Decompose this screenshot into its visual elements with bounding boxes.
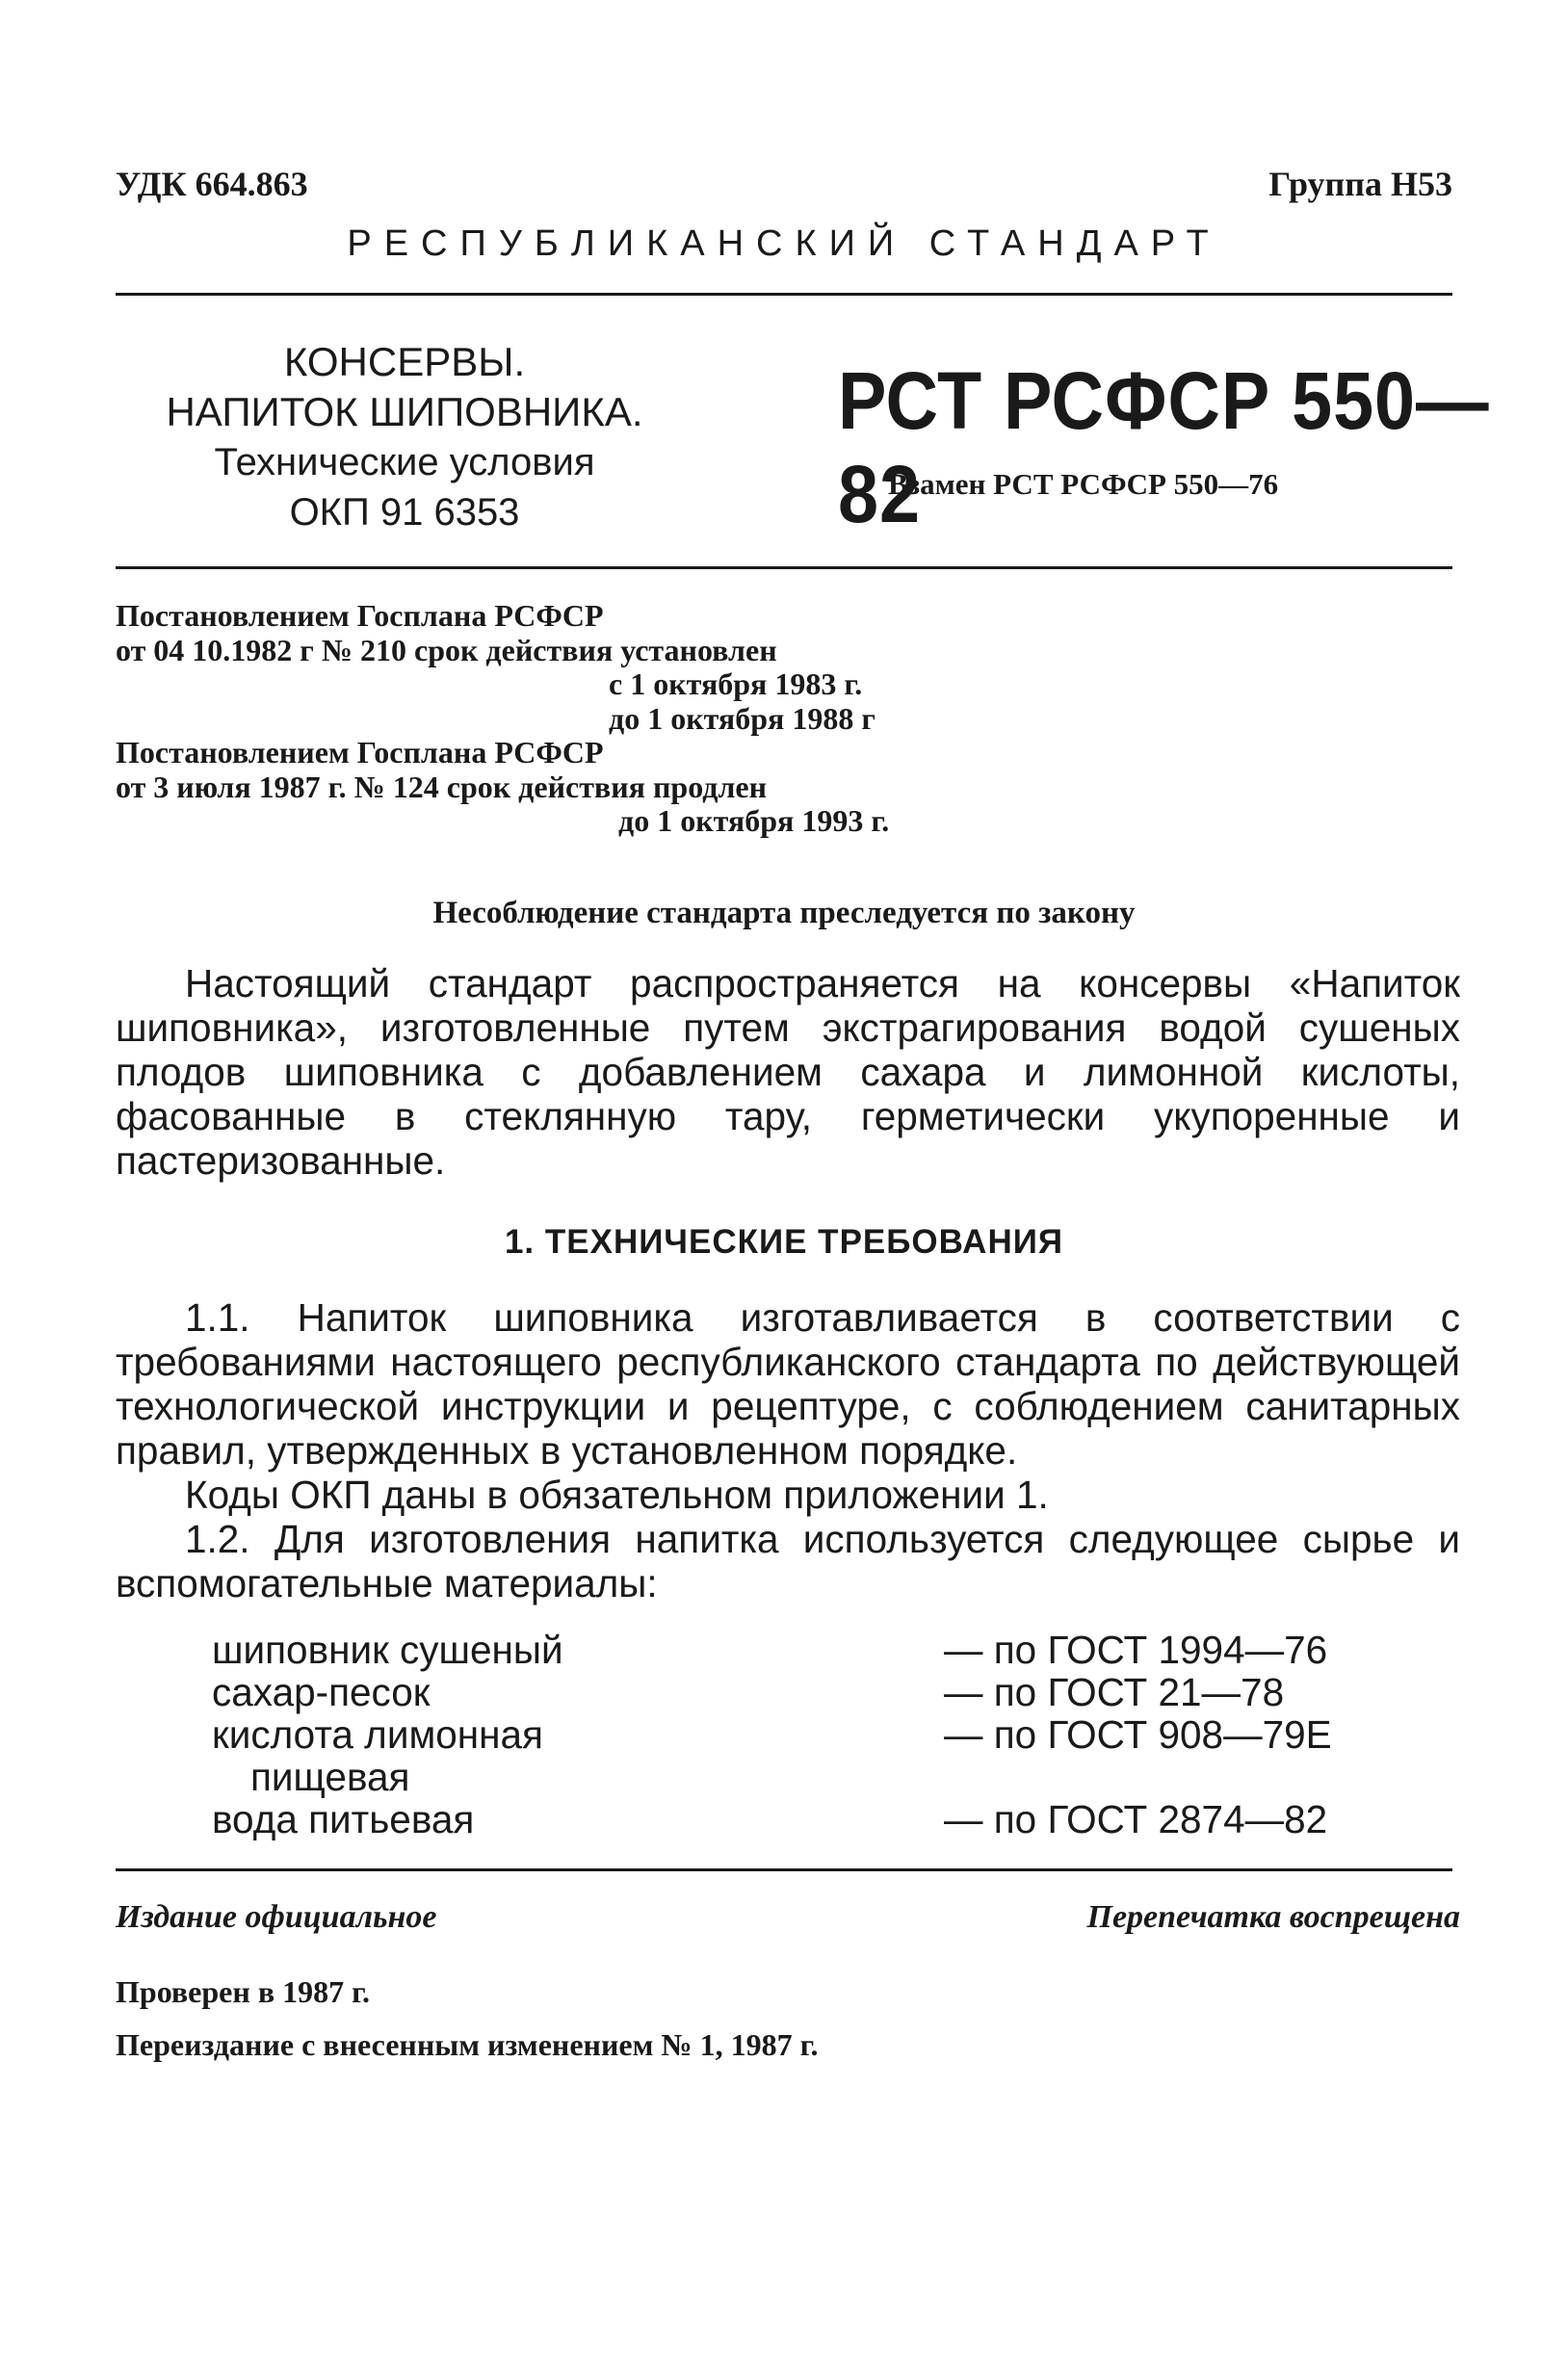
title-rule	[116, 566, 1452, 569]
material-name: пищевая	[250, 1755, 410, 1799]
decree-line: от 3 июля 1987 г. № 124 срок действия продлен	[116, 769, 768, 804]
product-title-line1: КОНСЕРВЫ.	[283, 339, 526, 384]
okp-code: ОКП 91 6353	[289, 491, 520, 534]
replaces-standard: Взамен РСТ РСФСР 550—76	[888, 467, 1279, 501]
edition-note: Издание официальное	[116, 1899, 437, 1935]
section1-text	[116, 1295, 1460, 1605]
decree-line: до 1 октября 1988 г	[609, 700, 875, 736]
reissue-note: Переиздание с внесенным изменением № 1, 1987 г.	[116, 2027, 819, 2062]
material-name: шиповник сушеный	[212, 1628, 563, 1672]
footer-rule	[116, 1868, 1452, 1871]
standard-type: РЕСПУБЛИКАНСКИЙ СТАНДАРТ	[347, 223, 1221, 264]
paragraph-1-2: 1.2. Для изготовления напитка используется следующее сырье и вспомогательные материалы:	[116, 1517, 1460, 1605]
intro-text: Настоящий стандарт распространяется на консервы «Напиток шиповника», изготовленные путем экстрагирования водой сушеных плодов шиповника с добавлением сахара и лимонной кислоты, фасованные в стеклянную тару, герметически укупоренные и пастеризованные.	[116, 961, 1460, 1183]
decree-line: Постановлением Госплана РСФСР	[116, 598, 604, 633]
material-name: сахар-песок	[212, 1670, 431, 1714]
material-gost: — по ГОСТ 1994—76	[944, 1628, 1328, 1672]
section-title: 1. ТЕХНИЧЕСКИЕ ТРЕБОВАНИЯ	[504, 1223, 1064, 1261]
product-title-block	[116, 337, 693, 537]
checked-note: Проверен в 1987 г.	[116, 1974, 371, 2009]
intro-paragraph	[116, 961, 1460, 1183]
reprint-note: Перепечатка воспрещена	[1086, 1899, 1460, 1935]
decree-line: до 1 октября 1993 г.	[618, 803, 890, 838]
top-rule	[116, 293, 1452, 296]
paragraph-okp-codes: Коды ОКП даны в обязательном приложении 1.	[185, 1473, 1049, 1517]
product-title-line2: НАПИТОК ШИПОВНИКА.	[166, 389, 643, 434]
legal-warning: Несоблюдение стандарта преследуется по закону	[432, 896, 1136, 930]
standard-number: РСТ РСФСР 550—82	[838, 355, 1490, 539]
group-code: Группа Н53	[1268, 165, 1452, 203]
paragraph-1-1: 1.1. Напиток шиповника изготавливается в соответствии с требованиями настоящего республиканского стандарта по действующей технологической инструкции и рецептуре, с соблюдением санитарных правил, утвержденных в установленном порядке.	[116, 1295, 1460, 1473]
product-title-line3: Технические условия	[214, 441, 595, 483]
udk-code: УДК 664.863	[116, 165, 308, 203]
material-name: кислота лимонная	[212, 1712, 543, 1757]
material-gost: — по ГОСТ 2874—82	[944, 1797, 1328, 1841]
material-gost: — по ГОСТ 21—78	[944, 1670, 1285, 1714]
material-name: вода питьевая	[212, 1797, 475, 1841]
decree-line: от 04 10.1982 г № 210 срок действия установлен	[116, 632, 777, 667]
material-gost: — по ГОСТ 908—79Е	[944, 1712, 1332, 1757]
decree-block	[116, 599, 1079, 839]
decree-line: Постановлением Госплана РСФСР	[116, 735, 604, 770]
decree-line: с 1 октября 1983 г.	[609, 666, 863, 701]
